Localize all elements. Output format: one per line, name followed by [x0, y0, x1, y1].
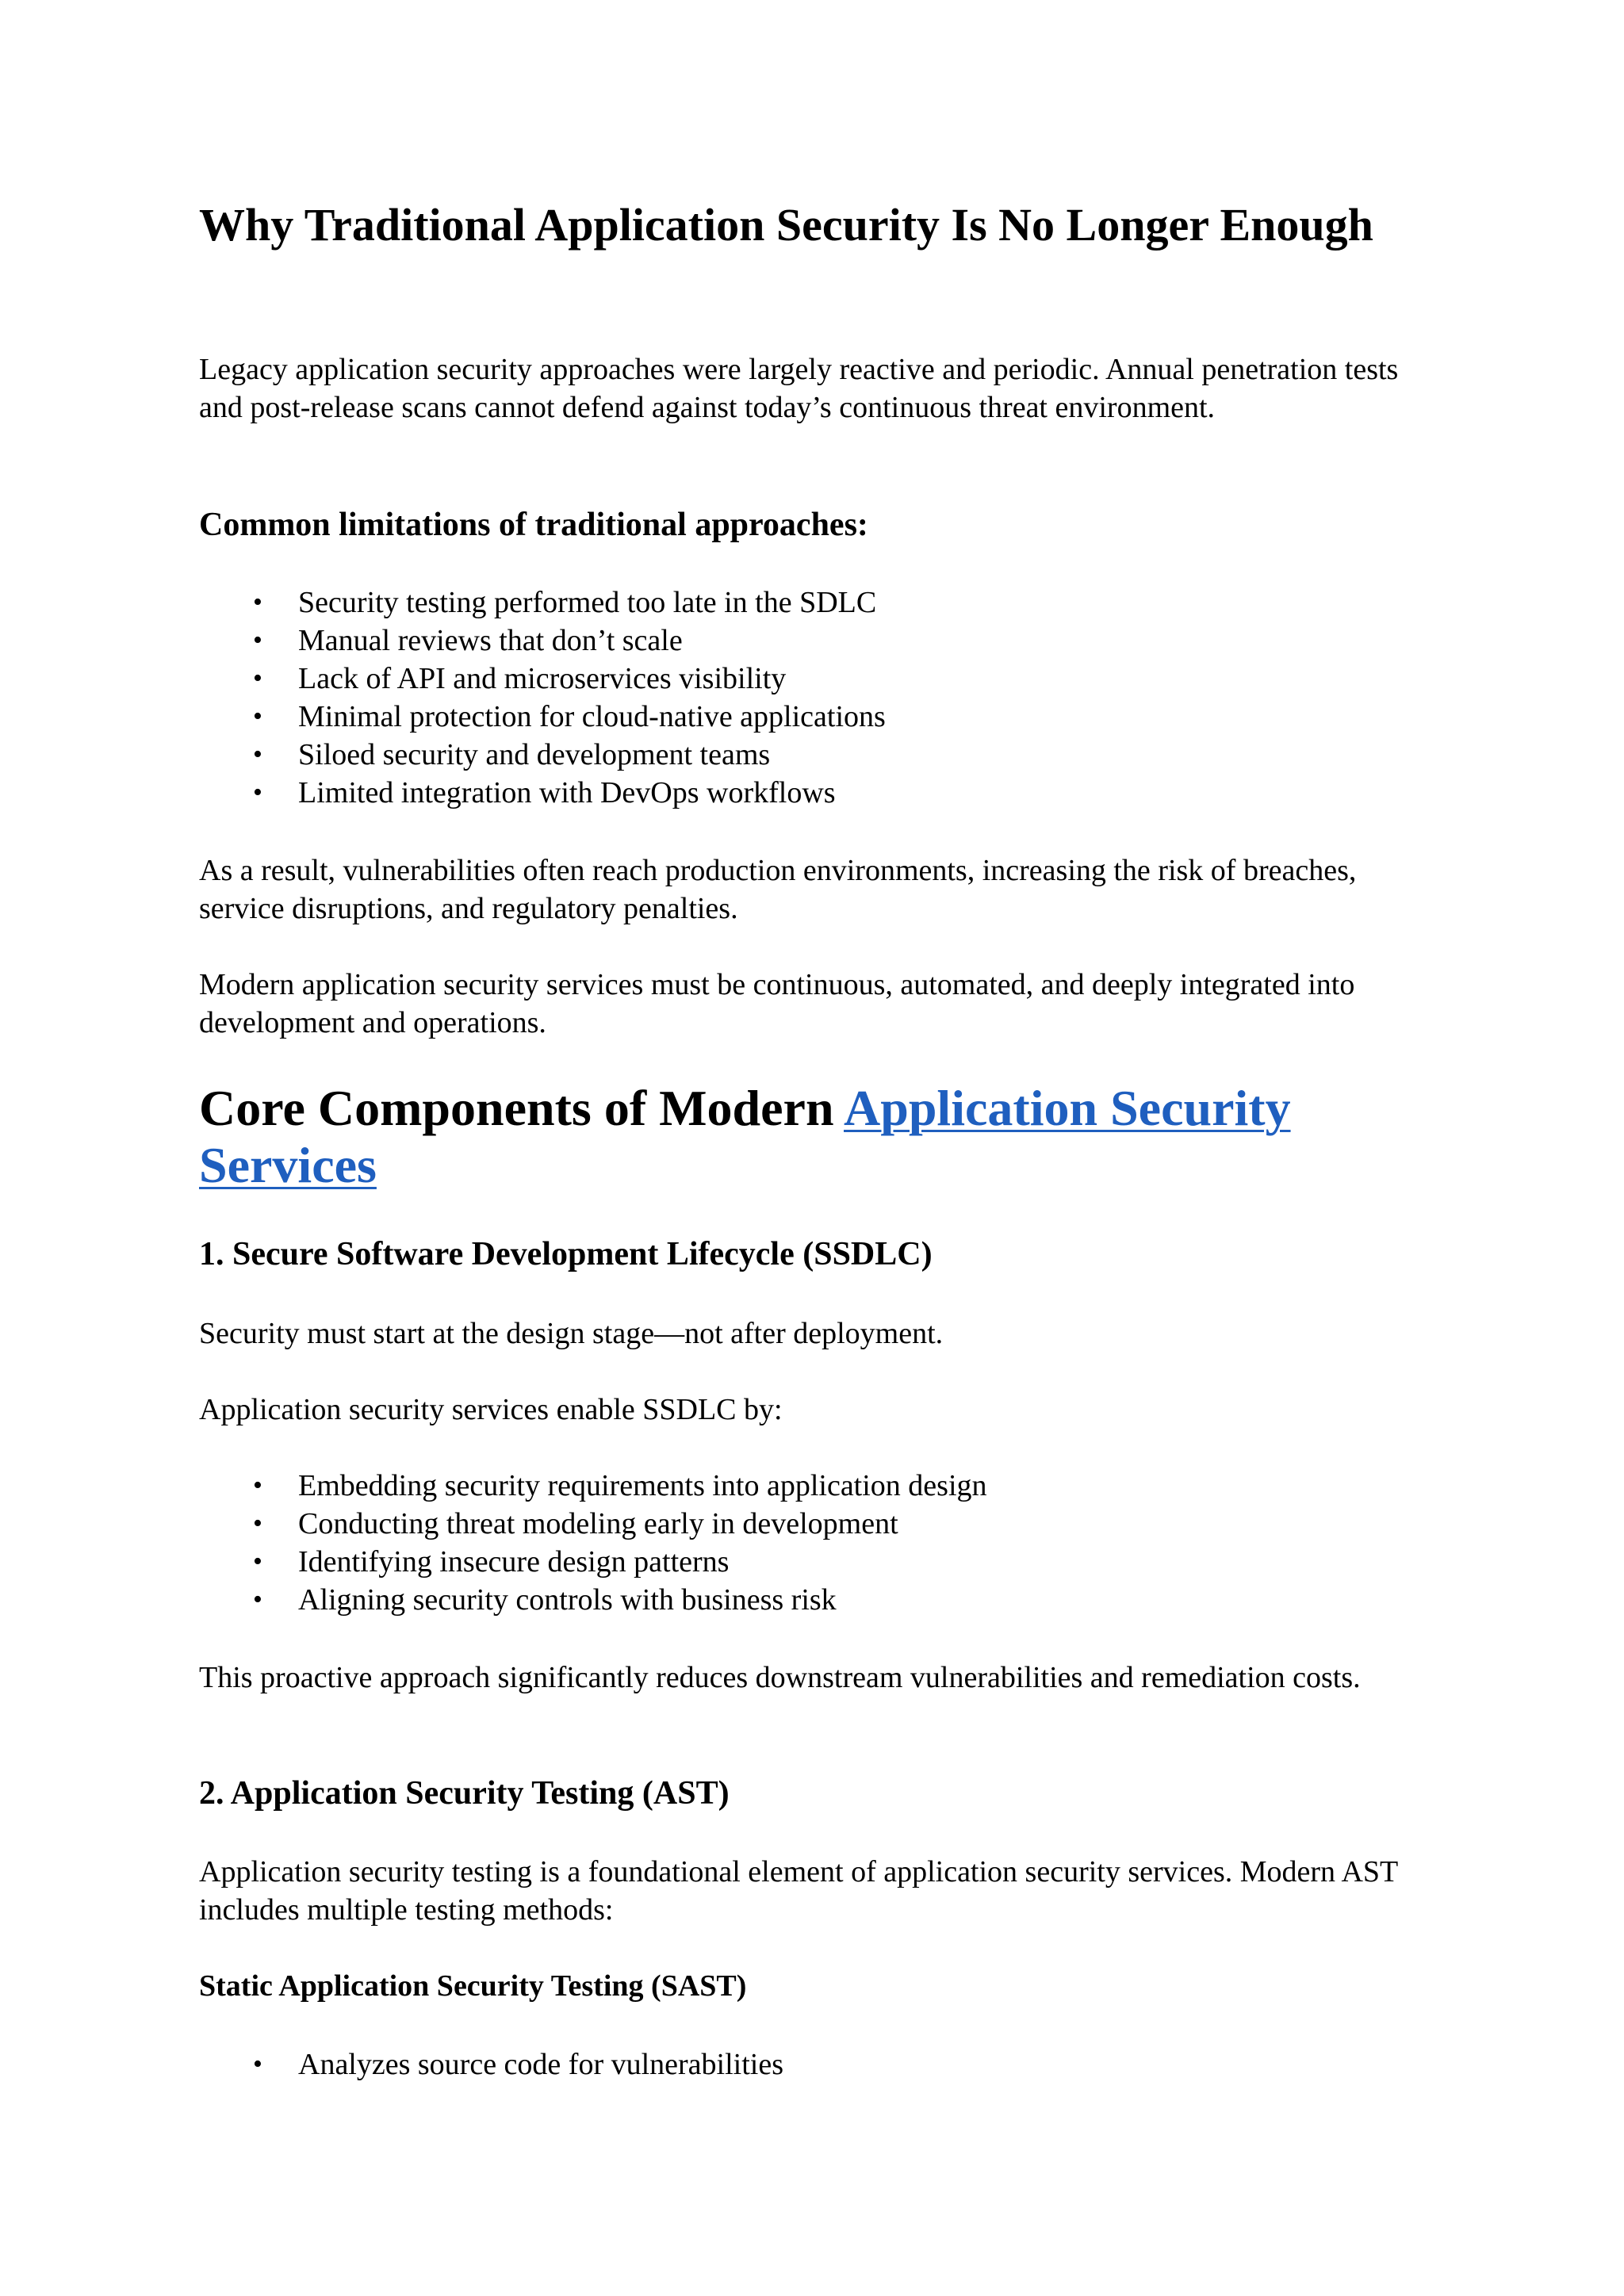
- list-item: • Siloed security and development teams: [199, 736, 1388, 774]
- ssdlc-paragraph-3: This proactive approach significantly reduces downstream vulnerabilities and remediation costs.: [199, 1661, 1361, 1694]
- bullet-icon: •: [253, 626, 262, 655]
- application-security-services-link[interactable]: Application Security Services: [199, 1080, 1291, 1193]
- sast-heading: Static Application Security Testing (SAST): [199, 1969, 747, 2003]
- list-item: • Conducting threat modeling early in development: [199, 1505, 1388, 1543]
- limitations-list: [199, 584, 1388, 812]
- ast-heading: 2. Application Security Testing (AST): [199, 1775, 730, 1812]
- ssdlc-heading: 1. Secure Software Development Lifecycle (SSDLC): [199, 1236, 933, 1272]
- list-item: • Security testing performed too late in the SDLC: [199, 584, 1388, 622]
- intro-paragraph: Legacy application security approaches were largely reactive and periodic. Annual penetration tests and post-release scans cannot defend against today’s continuous threat environment.: [199, 353, 1399, 424]
- title-prefix: Core Components of Modern: [199, 1080, 844, 1136]
- sast-list: [199, 2045, 1388, 2084]
- list-item: • Limited integration with DevOps workflows: [199, 774, 1388, 812]
- bullet-icon: •: [253, 1585, 262, 1614]
- bullet-icon: •: [253, 587, 262, 617]
- list-item: • Identifying insecure design patterns: [199, 1543, 1388, 1581]
- list-item: • Manual reviews that don’t scale: [199, 622, 1388, 660]
- bullet-icon: •: [253, 2049, 262, 2079]
- bullet-icon: •: [253, 1509, 262, 1538]
- bullet-icon: •: [253, 1471, 262, 1500]
- bullet-icon: •: [253, 778, 262, 807]
- ssdlc-paragraph-2: Application security services enable SSDLC by:: [199, 1393, 783, 1426]
- list-item: • Analyzes source code for vulnerabilities: [199, 2045, 1388, 2084]
- bullet-icon: •: [253, 740, 262, 769]
- ast-paragraph: Application security testing is a foundational element of application security services. Modern AST includes multiple testing methods:: [199, 1855, 1398, 1927]
- bullet-icon: •: [253, 664, 262, 693]
- result-paragraph: As a result, vulnerabilities often reach production environments, increasing the risk of breaches, service disruptions, and regulatory penalties.: [199, 854, 1357, 925]
- section-title-core-components: [199, 1080, 1468, 1194]
- bullet-icon: •: [253, 702, 262, 731]
- limitations-heading: Common limitations of traditional approaches:: [199, 507, 868, 543]
- list-item: • Minimal protection for cloud-native applications: [199, 698, 1388, 736]
- section-title-traditional: Why Traditional Application Security Is No Longer Enough: [199, 199, 1373, 251]
- list-item: • Aligning security controls with business risk: [199, 1581, 1388, 1619]
- list-item: • Embedding security requirements into application design: [199, 1467, 1388, 1505]
- modern-paragraph: Modern application security services must be continuous, automated, and deeply integrated into development and operations.: [199, 968, 1355, 1039]
- ssdlc-list: [199, 1467, 1388, 1619]
- bullet-icon: •: [253, 1547, 262, 1576]
- ssdlc-paragraph-1: Security must start at the design stage—not after deployment.: [199, 1317, 944, 1350]
- list-item: • Lack of API and microservices visibility: [199, 660, 1388, 698]
